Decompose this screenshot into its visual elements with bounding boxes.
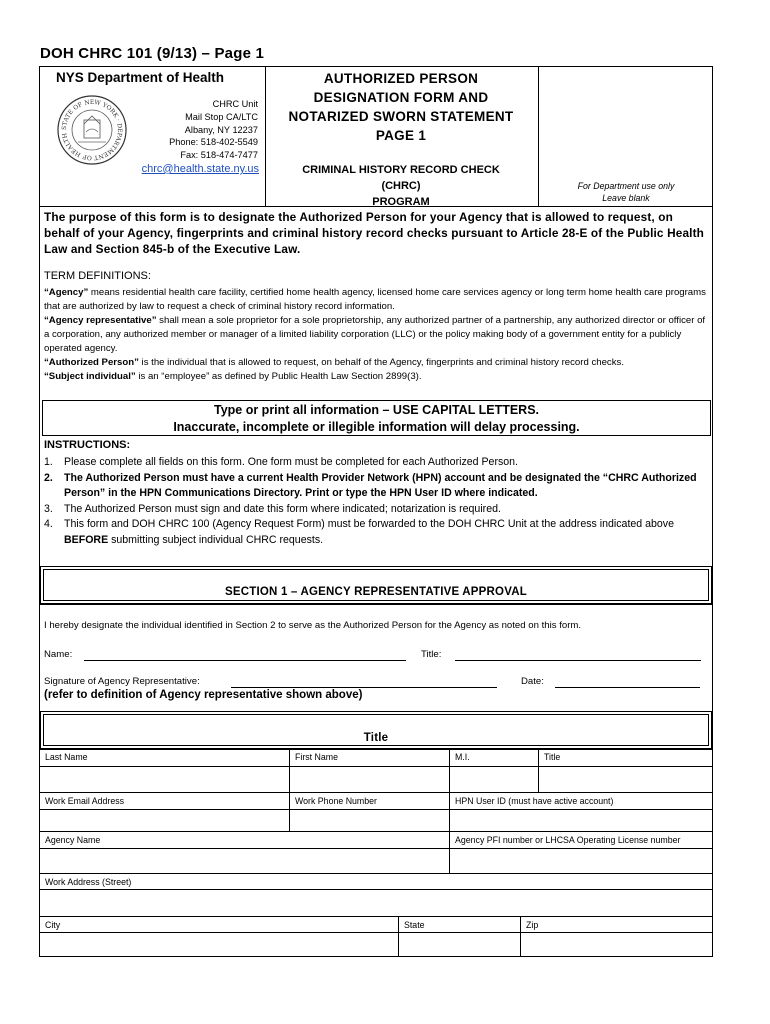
- notice-capital-letters: Type or print all information – USE CAPITAL LETTERS.: [213, 403, 540, 417]
- city-field[interactable]: [40, 933, 397, 955]
- term-definition-item: [44, 356, 710, 370]
- form-title-line: AUTHORIZED PERSON: [323, 71, 479, 86]
- agency-name-label: Agency Name: [45, 835, 101, 845]
- term-name: “Authorized Person”: [44, 357, 139, 368]
- program-line: CRIMINAL HISTORY RECORD CHECK: [302, 164, 500, 176]
- department-use-box: [543, 180, 709, 204]
- title-label-s2: Title: [544, 752, 561, 762]
- table-rule: [39, 873, 713, 874]
- title-input-line[interactable]: [455, 660, 701, 661]
- program-line: (CHRC): [381, 180, 421, 192]
- date-input-line[interactable]: [555, 687, 700, 688]
- address-line: CHRC Unit: [212, 99, 258, 109]
- instruction-number: 3.: [44, 502, 53, 515]
- term-definition-item: [44, 314, 710, 356]
- form-title: [268, 69, 534, 145]
- seal-lettering: STATE OF NEW YORK · DEPARTMENT OF HEALTH: [60, 98, 124, 162]
- instruction-emphasis: BEFORE: [64, 533, 109, 546]
- work-address-field[interactable]: [40, 890, 711, 915]
- designation-statement: I hereby designate the individual identified in Section 2 to serve as the Authorized Person for the Agency as noted on this form.: [44, 620, 582, 631]
- instruction-text: This form and DOH CHRC 100 (Agency Request Form) must be forwarded to the DOH CHRC Unit at the address indicated above: [64, 518, 674, 530]
- name-input-line[interactable]: [84, 660, 406, 661]
- agency-pfi-field[interactable]: [450, 849, 711, 872]
- instructions-list: [44, 455, 708, 548]
- header-divider-right: [538, 66, 539, 207]
- zip-label: Zip: [526, 920, 539, 930]
- title-field[interactable]: [539, 767, 711, 791]
- instruction-item: [44, 502, 708, 518]
- table-rule: [39, 831, 713, 832]
- address-line: Albany, NY 12237: [184, 124, 258, 135]
- section1-title: SECTION 1 – AGENCY REPRESENTATIVE APPROVAL: [225, 586, 527, 598]
- term-definitions: [44, 286, 710, 384]
- signature-label: Signature of Agency Representative:: [44, 676, 200, 687]
- table-rule: [39, 916, 713, 917]
- section2-title: Title: [363, 732, 389, 744]
- middle-initial-label: M.I.: [455, 752, 470, 762]
- mailing-address: [130, 98, 258, 162]
- term-text: is the individual that is allowed to request, on behalf of the Agency, fingerprints and criminal history record checks.: [138, 357, 624, 368]
- hpn-user-id-label: HPN User ID (must have active account): [455, 796, 614, 806]
- state-field[interactable]: [399, 933, 519, 955]
- instruction-number: 4.: [44, 518, 53, 530]
- address-line: Fax: 518-474-7477: [180, 150, 258, 161]
- notice-delay-processing: Inaccurate, incomplete or illegible information will delay processing.: [173, 420, 580, 434]
- email-link[interactable]: chrc@health.state.ny.us: [141, 163, 259, 175]
- term-definition-item: [44, 370, 710, 384]
- term-name: “Subject individual”: [44, 371, 136, 382]
- instruction-number: 2.: [44, 471, 53, 484]
- date-label: Date:: [521, 676, 544, 687]
- work-email-field[interactable]: [40, 810, 288, 830]
- instruction-text: submitting subject individual CHRC requests.: [108, 533, 324, 546]
- address-line: Phone: 518-402-5549: [169, 137, 258, 148]
- form-title-line: DESIGNATION FORM AND: [313, 90, 489, 105]
- instruction-text: The Authorized Person must sign and date this form where indicated; notarization is required.: [64, 502, 501, 515]
- section1-header-bar: [40, 566, 712, 604]
- name-label: Name:: [44, 649, 73, 660]
- purpose-statement: The purpose of this form is to designate the Authorized Person for your Agency that is allowed to request, on behalf of your Agency, fingerprints and criminal history record checks pursuant to Article 28-E of the Public Health Law and Section 845-b of the Executive Law.: [44, 210, 705, 256]
- instruction-item: [44, 455, 708, 471]
- term-name: “Agency”: [44, 287, 89, 298]
- department-use-line: For Department use only: [577, 181, 675, 191]
- work-address-label: Work Address (Street): [45, 877, 132, 887]
- last-name-label: Last Name: [45, 752, 88, 762]
- table-rule: [39, 749, 713, 750]
- first-name-field[interactable]: [290, 767, 448, 791]
- agency-pfi-label: Agency PFI number or LHCSA Operating License number: [455, 835, 681, 845]
- last-name-field[interactable]: [40, 767, 288, 791]
- state-seal-icon: [56, 94, 128, 166]
- department-name: NYS Department of Health: [56, 70, 225, 85]
- department-use-line: Leave blank: [602, 193, 650, 203]
- program-name: [270, 162, 532, 210]
- term-definition-item: [44, 286, 710, 314]
- term-text: shall mean a sole proprietor for a sole proprietorship, any authorized partner of a partnership, any authorized director or officer of a corporation, any authorized member or manager of a limited liability corporation (LLC) or the policy making body of a government entity for a publicly operated agency.: [44, 315, 706, 354]
- section1-rule: [39, 604, 713, 605]
- city-label: City: [45, 920, 61, 930]
- instruction-number: 1.: [44, 456, 53, 468]
- form-title-line: PAGE 1: [375, 128, 427, 143]
- hpn-user-id-field[interactable]: [450, 810, 711, 830]
- instruction-text: Please complete all fields on this form. One form must be completed for each Authorized Person.: [64, 456, 518, 468]
- instruction-item: [44, 517, 708, 548]
- middle-initial-field[interactable]: [450, 767, 537, 791]
- state-label: State: [404, 920, 425, 930]
- form-title-line: NOTARIZED SWORN STATEMENT: [288, 109, 514, 124]
- first-name-label: First Name: [295, 752, 339, 762]
- address-line: Mail Stop CA/LTC: [185, 111, 258, 122]
- term-text: means residential health care facility, certified home health agency, licensed home care services agency or long term home health care programs that are authorized by law to request a check of criminal history record information.: [44, 287, 706, 312]
- agency-name-field[interactable]: [40, 849, 448, 872]
- work-phone-label: Work Phone Number: [295, 796, 377, 806]
- work-email-label: Work Email Address: [45, 796, 125, 806]
- work-phone-field[interactable]: [290, 810, 448, 830]
- representative-note: (refer to definition of Agency representative shown above): [44, 689, 363, 701]
- signature-input-line[interactable]: [231, 687, 497, 688]
- title-label: Title:: [421, 649, 442, 660]
- instructions-heading: INSTRUCTIONS:: [44, 439, 131, 451]
- term-name: “Agency representative”: [44, 315, 157, 326]
- term-text: is an “employee” as defined by Public Health Law Section 2899(3).: [135, 371, 422, 382]
- table-rule: [39, 792, 713, 793]
- term-definitions-heading: TERM DEFINITIONS:: [44, 270, 151, 282]
- header-divider-left: [265, 66, 266, 207]
- svg-text:STATE OF NEW YORK · DEPARTMENT: [61, 99, 123, 161]
- zip-field[interactable]: [521, 933, 711, 955]
- instruction-item: [44, 471, 708, 502]
- page-title: DOH CHRC 101 (9/13) – Page 1: [40, 45, 265, 62]
- program-line: PROGRAM: [372, 196, 430, 208]
- instruction-text: The Authorized Person must have a current Health Provider Network (HPN) account and be designated the “CHRC Authorized Person” in the HPN Communications Directory. Print or type the HPN User ID where indicated.: [64, 471, 697, 499]
